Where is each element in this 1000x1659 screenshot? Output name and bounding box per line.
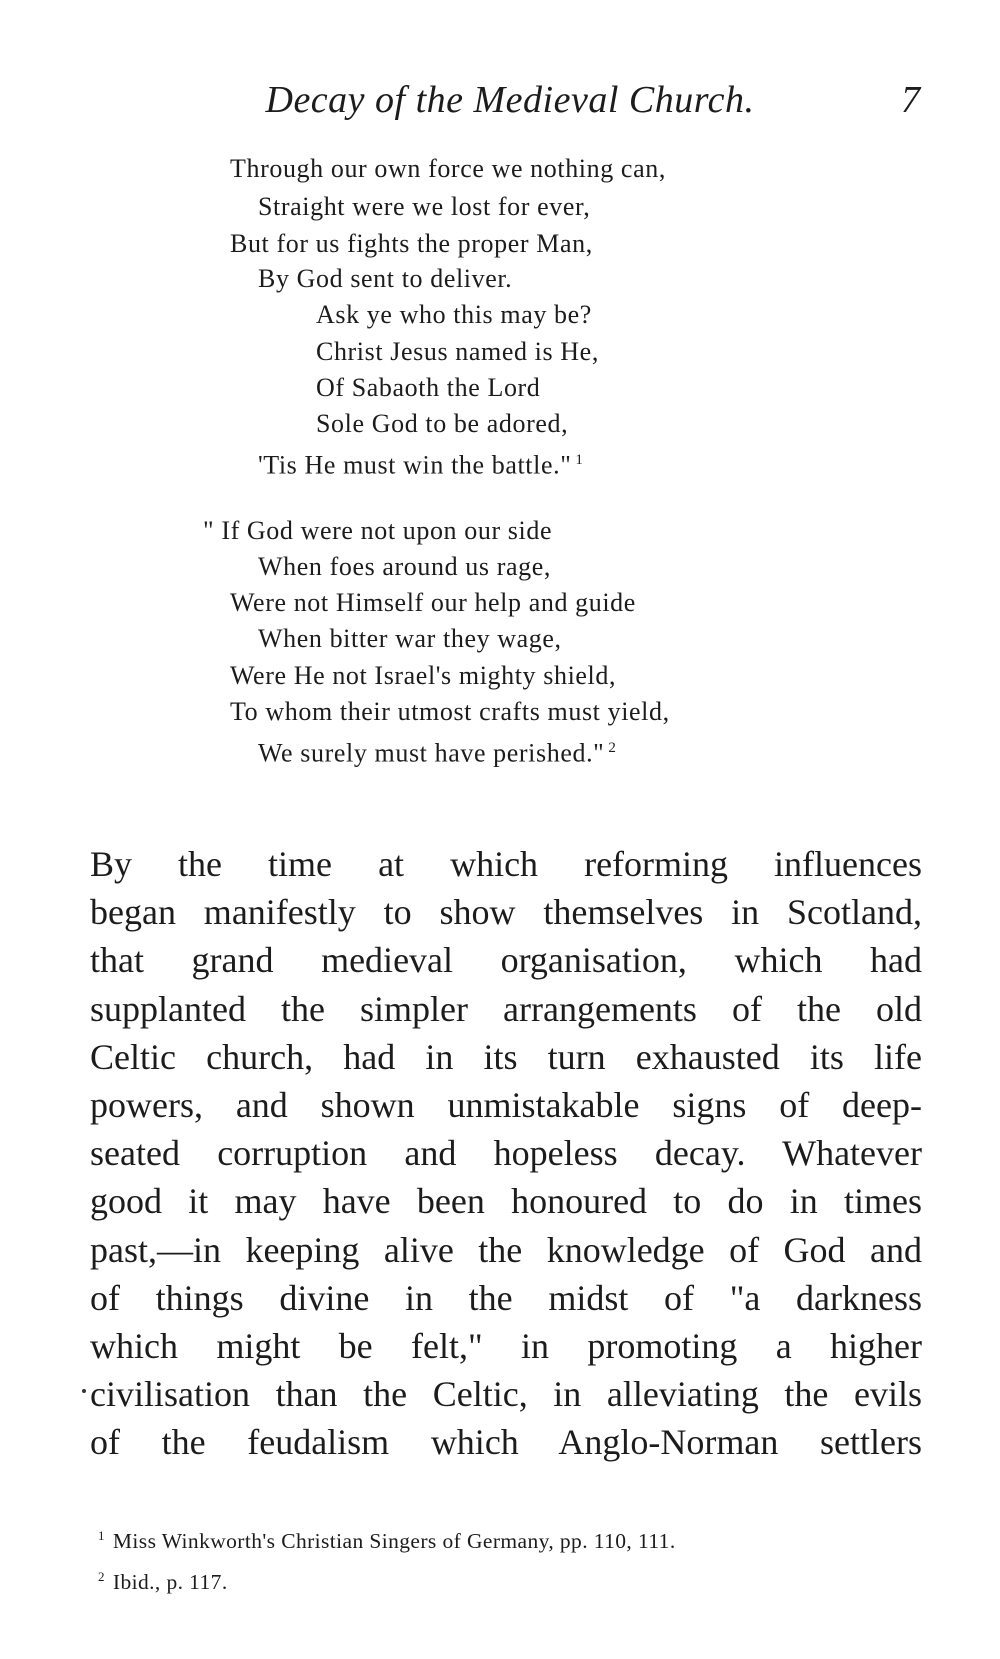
footnote-2 <box>90 1559 930 1600</box>
paragraph-line: began manifestly to show themselves in Scotland, <box>90 892 922 933</box>
verse-line: Of Sabaoth the Lord <box>316 373 541 402</box>
paragraph-line: civilisation than the Celtic, in alleviating the evils <box>90 1374 922 1415</box>
verse-line: When bitter war they wage, <box>258 624 562 653</box>
paragraph-line: that grand medieval organisation, which had <box>90 940 922 981</box>
paragraph-line: of the feudalism which Anglo-Norman settlers <box>90 1422 922 1463</box>
verse-line: When foes around us rage, <box>258 552 551 581</box>
verse-line-with-note <box>258 441 584 485</box>
paragraph-line: By the time at which reforming influences <box>90 844 922 884</box>
verse-line: " If God were not upon our side <box>203 516 553 545</box>
verse-line: Through our own force we nothing can, <box>230 154 666 183</box>
footnote-1 <box>90 1518 930 1559</box>
verse-line: Were He not Israel's mighty shield, <box>230 661 617 690</box>
verse-line: Straight were we lost for ever, <box>258 192 591 221</box>
paragraph-line: which might be felt," in promoting a higher <box>90 1325 922 1366</box>
verse-line: But for us fights the proper Man, <box>230 229 593 258</box>
paragraph-line: of things divine in the midst of "a darkness <box>90 1277 922 1318</box>
footnote-reference: 2 <box>608 740 617 756</box>
verse-line: Ask ye who this may be? <box>316 300 592 329</box>
verse-line: Sole God to be adored, <box>316 409 569 438</box>
verse-line: Were not Himself our help and guide <box>230 588 636 617</box>
paragraph-line: powers, and shown unmistakable signs of deep- <box>90 1084 922 1125</box>
paragraph-line: seated corruption and hopeless decay. Whatever <box>90 1133 922 1174</box>
verse-line: By God sent to deliver. <box>258 264 513 293</box>
footnote-marker: 1 <box>98 1528 105 1543</box>
footnote-marker: 2 <box>98 1569 105 1585</box>
footnote-text: Ibid., p. 117. <box>112 1570 228 1595</box>
page-number: 7 <box>901 79 920 121</box>
footnote-text: Miss Winkworth's Christian Singers of Germany, pp. 110, 111. <box>112 1529 676 1554</box>
verse-line: Christ Jesus named is He, <box>316 337 599 366</box>
verse-text: 'Tis He must win the battle." <box>258 450 572 480</box>
paragraph-line: supplanted the simpler arrangements of the old <box>90 988 922 1029</box>
running-head <box>90 78 930 138</box>
running-title: Decay of the Medieval Church. <box>265 79 755 121</box>
body-paragraph <box>90 840 922 1466</box>
paragraph-line: past,—in keeping alive the knowledge of God and <box>90 1229 922 1270</box>
verse-line-with-note <box>258 729 617 773</box>
verse-text: We surely must have perished." <box>258 738 605 768</box>
footnotes <box>90 1518 930 1600</box>
footnote-reference: 1 <box>575 452 584 468</box>
print-mark <box>82 1389 86 1393</box>
paragraph-line: good it may have been honoured to do in times <box>90 1181 922 1222</box>
verse-line: To whom their utmost crafts must yield, <box>230 697 670 726</box>
paragraph-line: Celtic church, had in its turn exhausted its life <box>90 1036 922 1077</box>
